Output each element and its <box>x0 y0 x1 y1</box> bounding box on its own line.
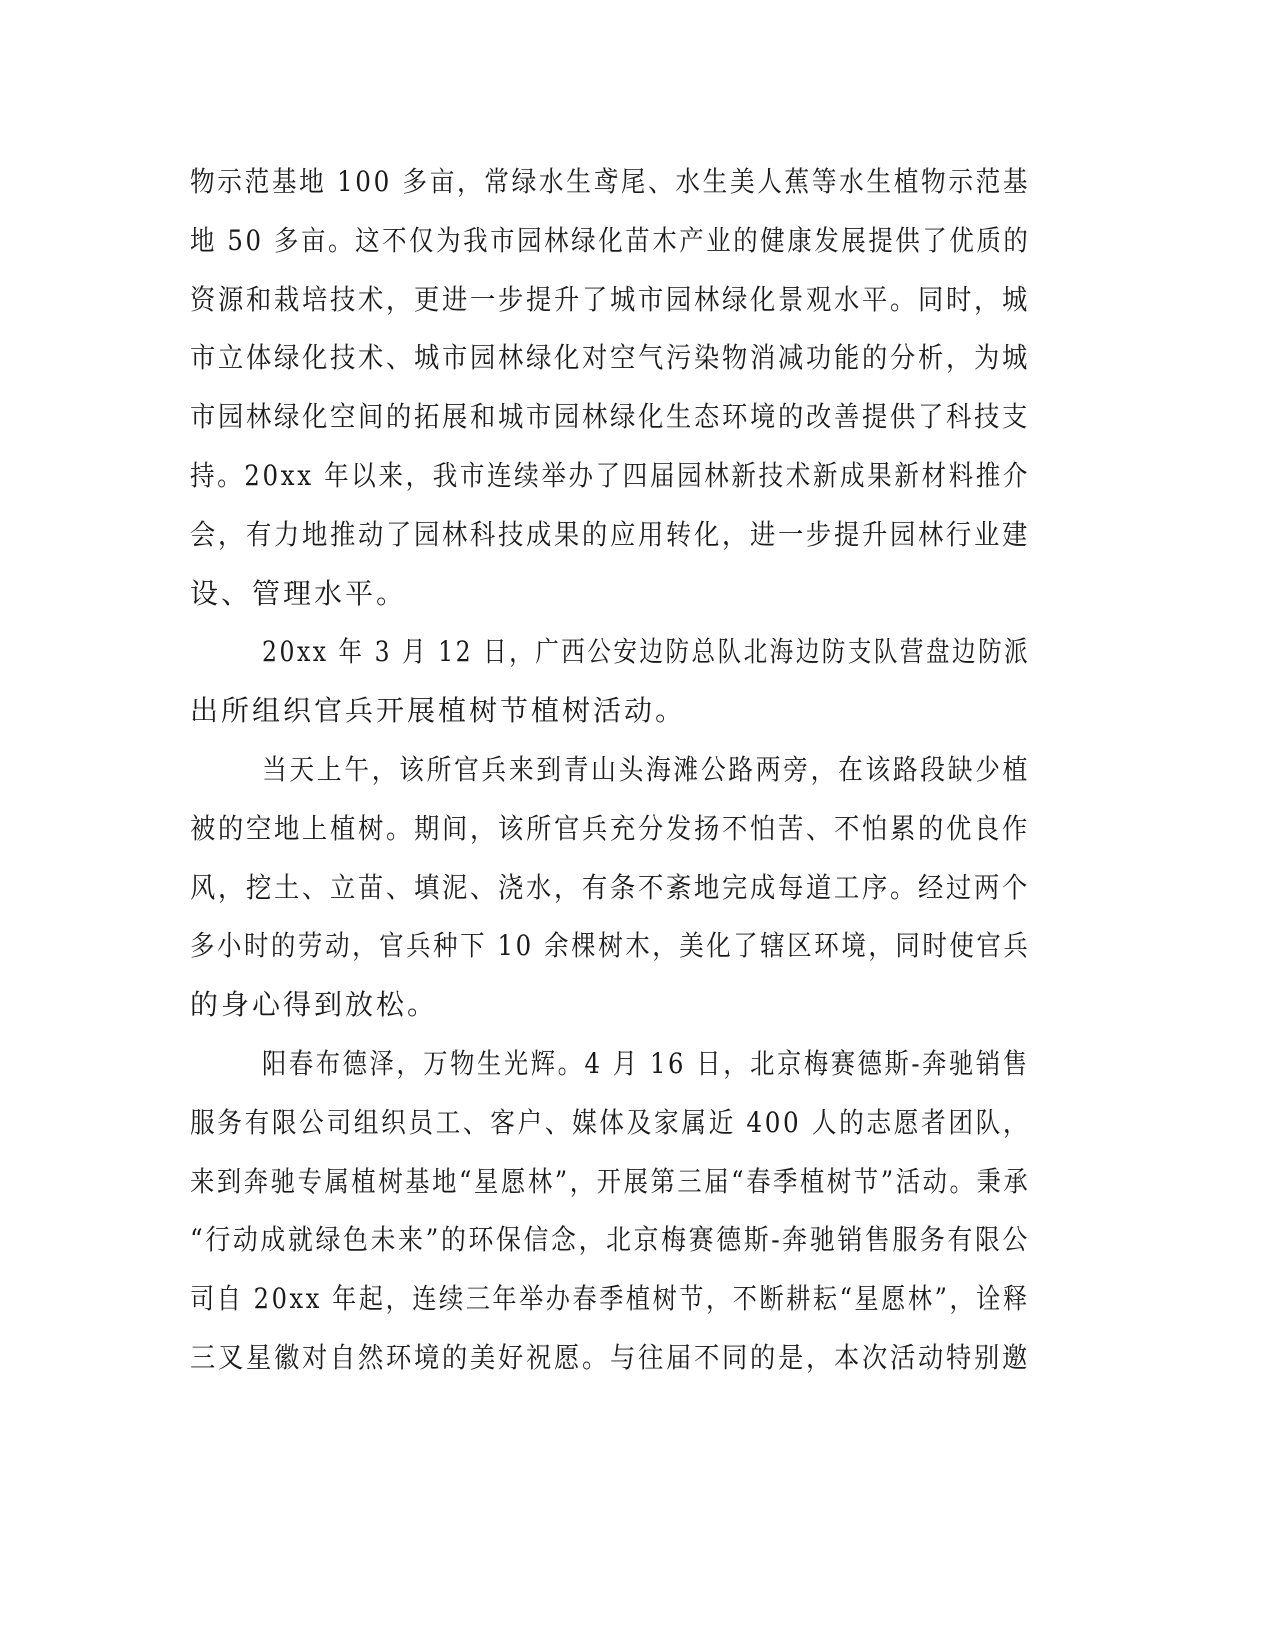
paragraph-4-line-5: 司自 20xx 年起，连续三年举办春季植树节，不断耕耘“星愿林”，诠释 <box>190 1282 1030 1316</box>
paragraph-4-line-2: 服务有限公司组织员工、客户、媒体及家属近 400 人的志愿者团队， <box>190 1105 1031 1139</box>
paragraph-1-line-5: 市园林绿化空间的拓展和城市园林绿化生态环境的改善提供了科技支 <box>190 400 1030 434</box>
paragraph-4-line-6: 三叉星徽对自然环境的美好祝愿。与往届不同的是，本次活动特别邀 <box>190 1341 1030 1374</box>
paragraph-4-line-1: 阳春布德泽，万物生光辉。4 月 16 日，北京梅赛德斯-奔驰销售 <box>262 1047 1030 1080</box>
paragraph-3-line-5: 的身心得到放松。 <box>190 988 439 1022</box>
paragraph-1-line-2: 地 50 多亩。这不仅为我市园林绿化苗木产业的健康发展提供了优质的 <box>190 223 1031 257</box>
paragraph-1-line-8: 设、管理水平。 <box>190 576 408 610</box>
paragraph-1-line-4: 市立体绿化技术、城市园林绿化对空气污染物消减功能的分析，为城 <box>190 341 1030 375</box>
paragraph-3-line-2: 被的空地上植树。期间，该所官兵充分发扬不怕苦、不怕累的优良作 <box>190 811 1030 845</box>
paragraph-3-line-3: 风，挖土、立苗、填泥、浇水，有条不紊地完成每道工序。经过两个 <box>190 870 1030 904</box>
paragraph-1-line-1: 物示范基地 100 多亩，常绿水生鸢尾、水生美人蕉等水生植物示范基 <box>190 165 1031 198</box>
paragraph-4-line-3: 来到奔驰专属植树基地“星愿林”，开展第三届“春季植树节”活动。秉承 <box>190 1164 1031 1198</box>
paragraph-3-line-1: 当天上午，该所官兵来到青山头海滩公路两旁，在该路段缺少植 <box>262 753 1031 786</box>
paragraph-2-line-2: 出所组织官兵开展植树节植树活动。 <box>190 694 687 728</box>
paragraph-1-line-3: 资源和栽培技术，更进一步提升了城市园林绿化景观水平。同时，城 <box>190 282 1030 316</box>
paragraph-2-line-1: 20xx 年 3 月 12 日，广西公安边防总队北海边防支队营盘边防派 <box>262 635 1031 669</box>
paragraph-3-line-4: 多小时的劳动，官兵种下 10 余棵树木，美化了辖区环境，同时使官兵 <box>190 929 1031 963</box>
paragraph-1-line-7: 会，有力地推动了园林科技成果的应用转化，进一步提升园林行业建 <box>190 517 1030 551</box>
paragraph-4-line-4: “行动成就绿色未来”的环保信念，北京梅赛德斯-奔驰销售服务有限公 <box>190 1223 1031 1257</box>
paragraph-1-line-6: 持。20xx 年以来，我市连续举办了四届园林新技术新成果新材料推介 <box>190 459 1031 492</box>
